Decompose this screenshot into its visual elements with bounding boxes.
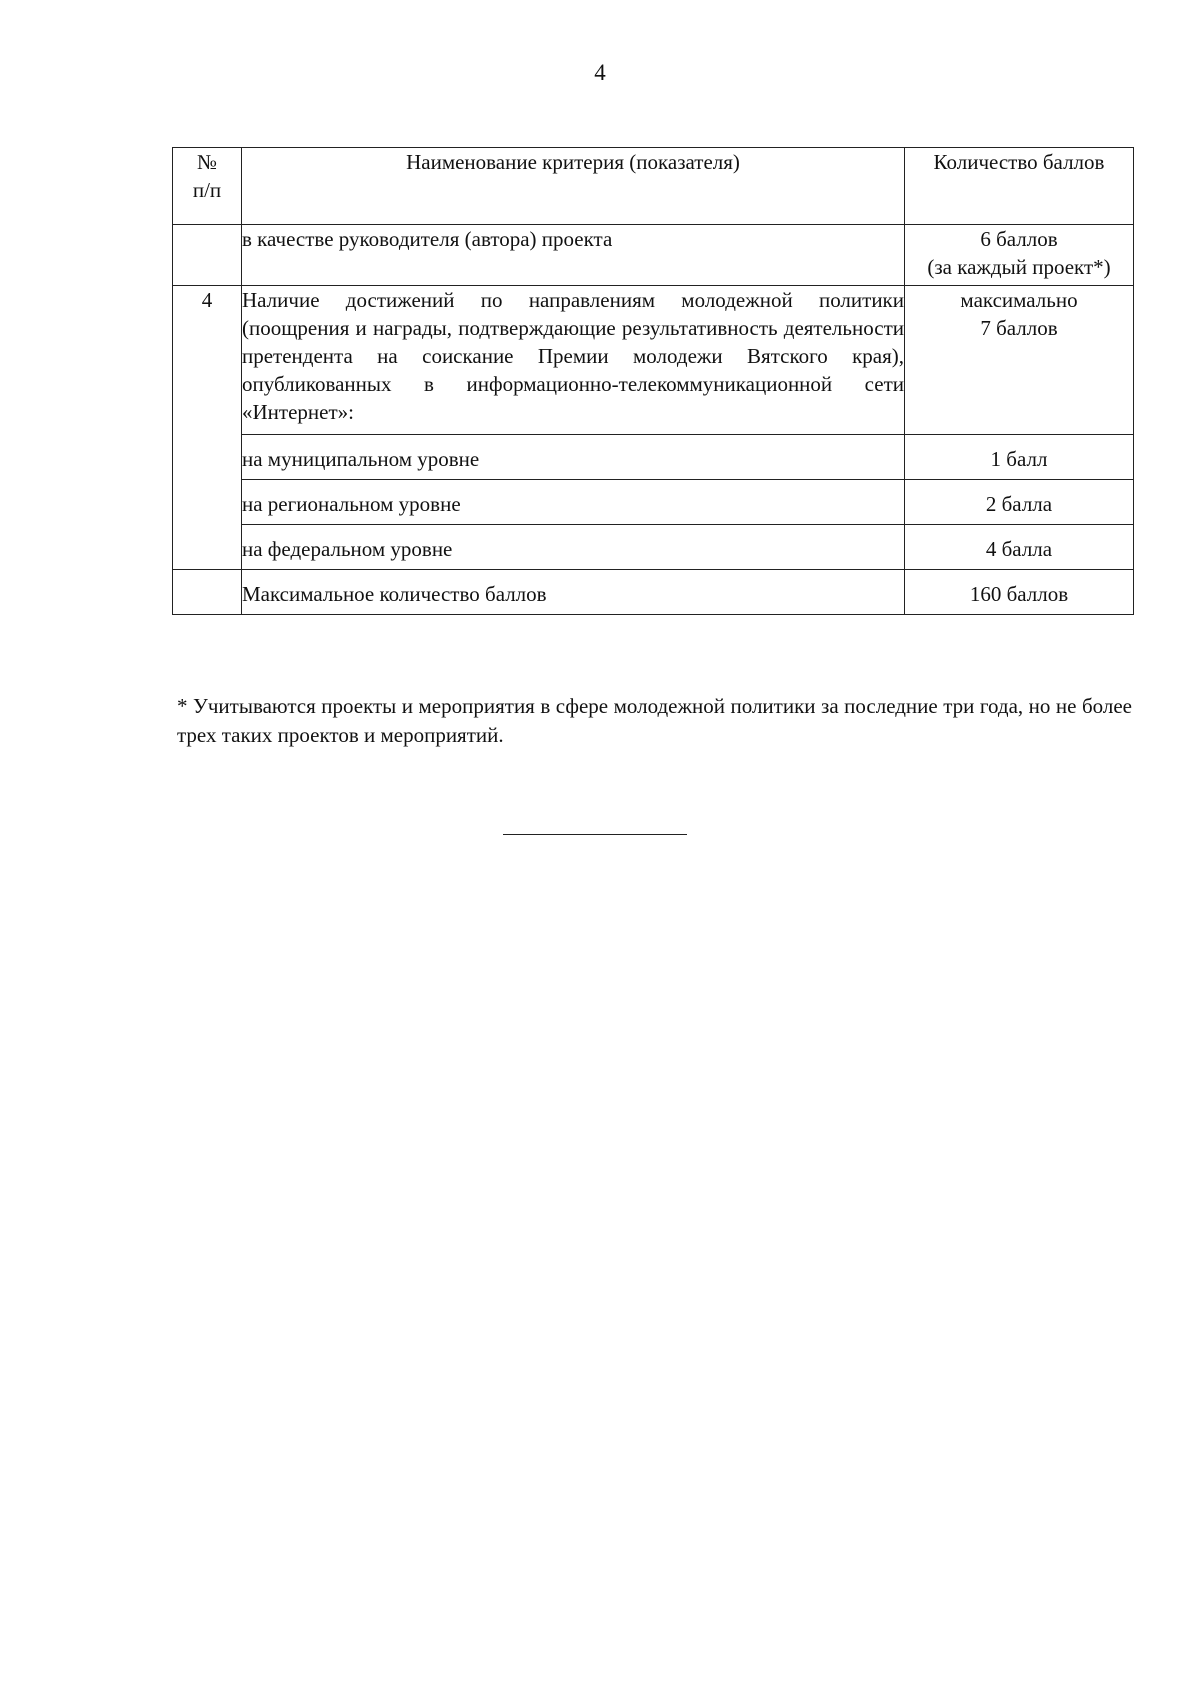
table-row [173, 480, 1134, 525]
header-number [173, 148, 242, 225]
header-number-line2: п/п [192, 178, 222, 202]
table-row [173, 225, 1134, 286]
page-number: 4 [594, 60, 606, 85]
row-score: 2 балла [905, 480, 1134, 525]
header-score: Количество баллов [905, 148, 1134, 225]
table-row-total [173, 570, 1134, 615]
row-criterion: на муниципальном уровне [242, 435, 905, 480]
row-score-line2: 7 баллов [980, 316, 1058, 340]
row-score-line1: 6 баллов [980, 227, 1058, 251]
row-criterion: Наличие достижений по направлениям молодежной политики (поощрения и награды, подтверждающие результативность деятельности претендента на соискание Премии молодежи Вятского края), опубликованных в информационно-телекоммуникационной сети «Интернет»: [242, 286, 905, 435]
end-divider [503, 834, 687, 835]
row-score: 4 балла [905, 525, 1134, 570]
table-row [173, 286, 1134, 435]
table-row [173, 435, 1134, 480]
row-score: 1 балл [905, 435, 1134, 480]
row-score: 160 баллов [905, 570, 1134, 615]
footnote: * Учитываются проекты и мероприятия в сфере молодежной политики за последние три года, но не более трех таких проектов и мероприятий. [177, 694, 1132, 747]
row-score [905, 225, 1134, 286]
table-row [173, 525, 1134, 570]
row-score-line1: максимально [960, 288, 1078, 312]
row-criterion: на региональном уровне [242, 480, 905, 525]
row-criterion: на федеральном уровне [242, 525, 905, 570]
header-criterion: Наименование критерия (показателя) [242, 148, 905, 225]
header-number-line1: № [196, 150, 218, 174]
row-number: 4 [173, 286, 242, 570]
row-score [905, 286, 1134, 435]
row-number [173, 225, 242, 286]
row-criterion: в качестве руководителя (автора) проекта [242, 225, 905, 286]
row-criterion: Максимальное количество баллов [242, 570, 905, 615]
row-score-line2: (за каждый проект*) [927, 255, 1111, 279]
table-header-row [173, 148, 1134, 225]
criteria-table [172, 147, 1134, 615]
row-number [173, 570, 242, 615]
